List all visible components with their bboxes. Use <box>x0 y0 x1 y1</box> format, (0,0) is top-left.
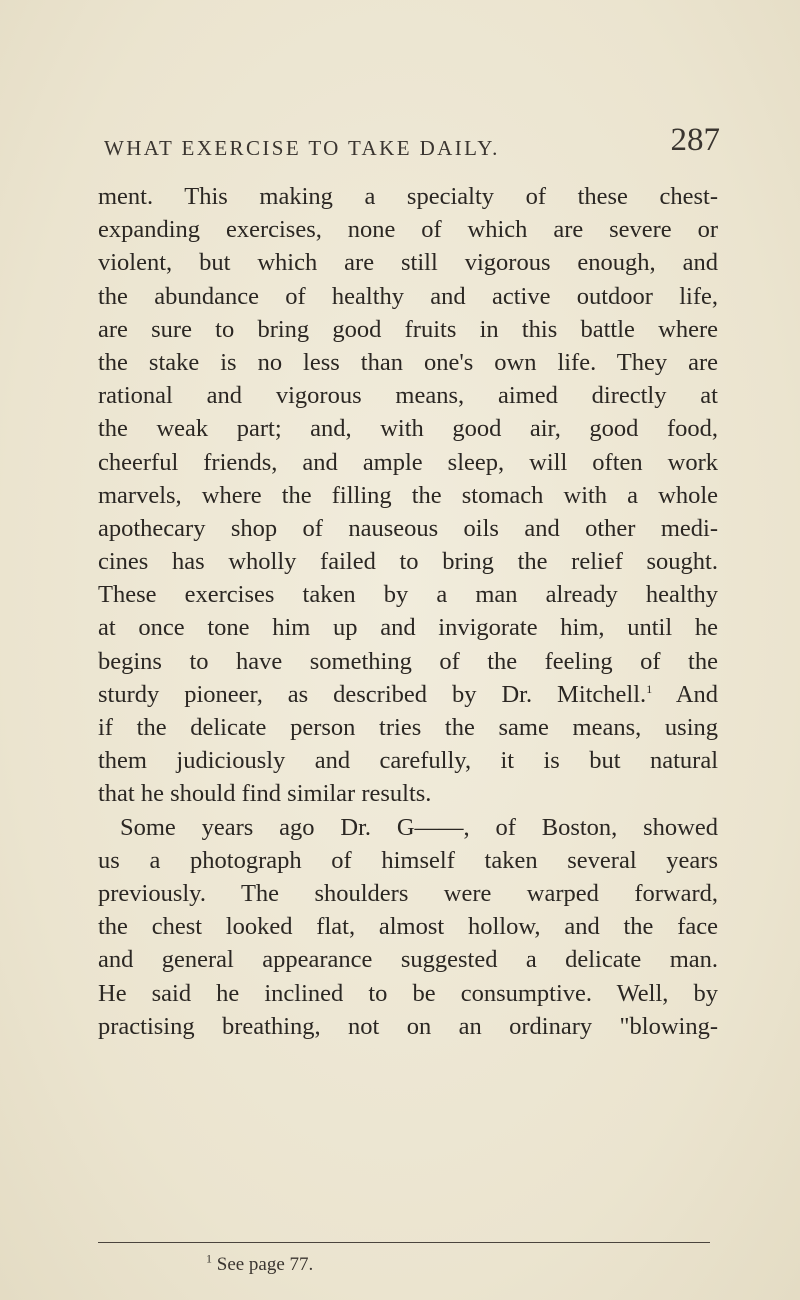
text-line: the abundance of healthy and active outdoor life, <box>98 282 718 310</box>
text-line: previously. The shoulders were warped forward, <box>98 879 718 907</box>
text-line: them judiciously and carefully, it is but natural <box>98 747 718 775</box>
footnote-marker: 1 <box>206 1251 212 1266</box>
text-line: expanding exercises, none of which are severe or <box>98 216 718 244</box>
text-line: at once tone him up and invigorate him, until he <box>98 614 718 642</box>
text-line: the weak part; and, with good air, good food, <box>98 415 718 443</box>
text-line: practising breathing, not on an ordinary "blowing- <box>98 1012 718 1040</box>
text-line-with-footnote-ref <box>98 678 718 711</box>
text-line: These exercises taken by a man already healthy <box>98 581 718 609</box>
footnote <box>206 1251 314 1276</box>
text-line: the stake is no less than one's own life. They are <box>98 348 718 376</box>
page-header <box>98 122 720 168</box>
text-line: ment. This making a specialty of these chest- <box>98 183 718 210</box>
text-line: cines has wholly failed to bring the relief sought. <box>98 548 718 576</box>
text-line: begins to have something of the feeling of the <box>98 647 718 675</box>
text-line: if the delicate person tries the same means, using <box>98 714 718 741</box>
text-line: cheerful friends, and ample sleep, will often work <box>98 448 718 476</box>
running-head: WHAT EXERCISE TO TAKE DAILY. <box>104 136 500 160</box>
text-line: are sure to bring good fruits in this battle where <box>98 315 718 343</box>
line-tail: And <box>675 680 719 708</box>
text-line: us a photograph of himself taken several years <box>98 846 718 874</box>
text-line: marvels, where the filling the stomach with a whole <box>98 481 718 509</box>
page-number: 287 <box>670 122 720 158</box>
text-line: rational and vigorous means, aimed directly at <box>98 382 718 410</box>
line-text: sturdy pioneer, as described by Dr. Mitchell. <box>98 680 647 708</box>
text-line: violent, but which are still vigorous enough, and <box>98 249 718 277</box>
text-line: and general appearance suggested a delicate man. <box>98 946 718 974</box>
text-line: Some years ago Dr. G——, of Boston, showed <box>120 813 718 841</box>
footnote-divider <box>98 1242 710 1243</box>
body-text <box>98 180 718 1043</box>
footnote-text: See page 77. <box>216 1254 314 1275</box>
text-line: the chest looked flat, almost hollow, and the face <box>98 913 718 941</box>
text-line: He said he inclined to be consumptive. Well, by <box>98 979 718 1007</box>
text-line: that he should find similar results. <box>98 780 432 808</box>
text-line: apothecary shop of nauseous oils and other medi- <box>98 514 718 542</box>
footnote-reference: 1 <box>646 681 653 696</box>
